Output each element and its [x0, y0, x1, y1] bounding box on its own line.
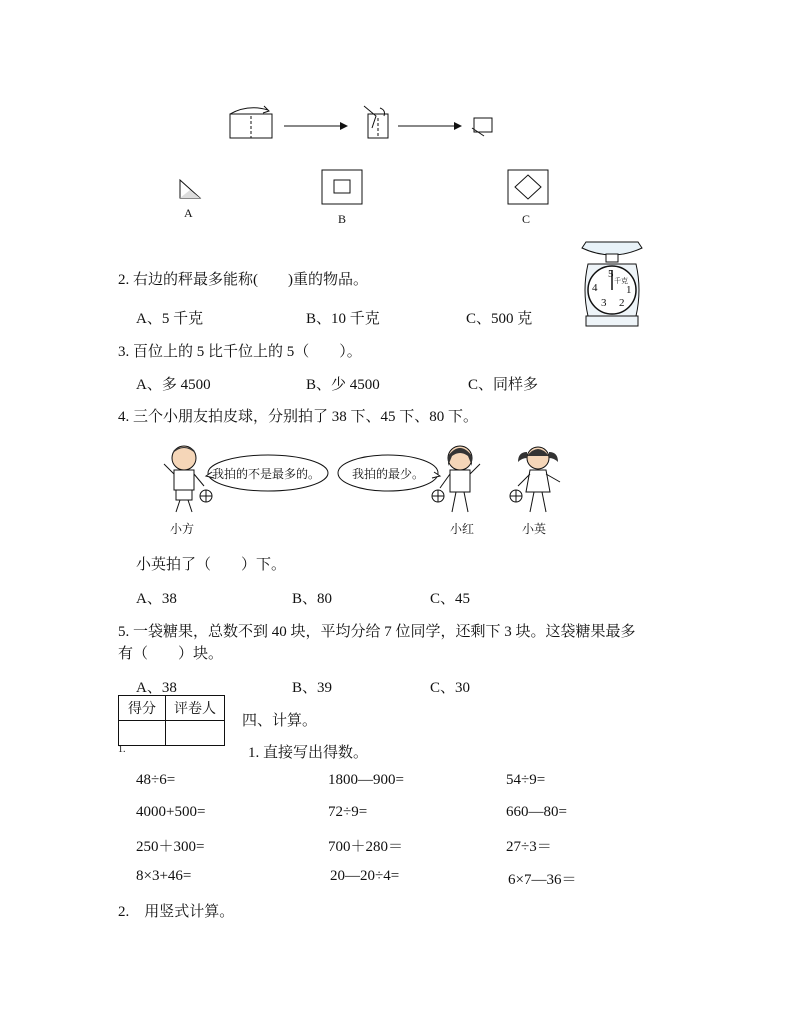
option-b-label: B [338, 212, 347, 226]
scale-mark-4: 4 [592, 282, 598, 294]
q3-option-c[interactable]: C、同样多 [468, 377, 539, 393]
question-2: 2. 右边的秤最多能称( )重的物品。 [118, 272, 368, 288]
arrow-2 [398, 120, 464, 132]
question-5-line-2: 有（ ）块。 [118, 646, 224, 662]
name-xiaofang: 小方 [170, 522, 195, 536]
q3-option-b[interactable]: B、少 4500 [306, 377, 380, 393]
calc-r3-c2: 700＋280＝ [328, 839, 404, 855]
question-4: 4. 三个小朋友拍皮球，分别拍了 38 下、45 下、80 下。 [118, 409, 479, 425]
section-4-title: 四、计算。 [242, 713, 318, 729]
bubble-1-text: 我拍的不是最多的。 [212, 467, 321, 481]
scale-mark-1: 1 [626, 284, 632, 296]
calc-r4-c3: 6×7—36＝ [508, 872, 577, 888]
option-a-label: A [184, 206, 193, 220]
fold-step-1-figure [228, 104, 276, 140]
q5-option-c[interactable]: C、30 [430, 680, 471, 696]
calc-r2-c3: 660—80= [506, 804, 567, 820]
name-xiaohong: 小红 [450, 522, 475, 536]
calc-r4-c2: 20—20÷4= [330, 868, 400, 884]
q5-option-a[interactable]: A、38 [136, 680, 177, 696]
score-header: 得分 [119, 696, 166, 721]
option-b-square [320, 168, 364, 206]
q4-option-a[interactable]: A、38 [136, 591, 177, 607]
q4-prompt: 小英拍了（ ）下。 [136, 557, 287, 573]
question-5-line-1: 5. 一袋糖果，总数不到 40 块，平均分给 7 位同学，还剩下 3 块。这袋糖果最多 [118, 624, 636, 640]
girl-xiaoying-figure [508, 444, 566, 516]
calc-r1-c3: 54÷9= [506, 772, 546, 788]
calc-r3-c1: 250＋300= [136, 839, 205, 855]
scale-mark-3: 3 [601, 297, 607, 309]
name-xiaoying: 小英 [522, 522, 547, 536]
section-4-sub-2: 2. 用竖式计算。 [118, 904, 235, 920]
grader-cell[interactable] [166, 721, 225, 746]
calc-r4-c1: 8×3+46= [136, 868, 192, 884]
q4-option-c[interactable]: C、45 [430, 591, 471, 607]
scale-mark-5: 5 [608, 268, 614, 280]
fold-step-3-figure [470, 114, 496, 138]
scale-mark-2: 2 [619, 297, 625, 309]
q2-option-c[interactable]: C、500 克 [466, 311, 533, 327]
question-3: 3. 百位上的 5 比千位上的 5（ ）。 [118, 344, 362, 360]
score-table [118, 695, 225, 746]
option-a-triangle [176, 178, 204, 202]
q5-option-b[interactable]: B、39 [292, 680, 333, 696]
calc-r1-c2: 1800—900= [328, 772, 404, 788]
kitchen-scale-image [578, 240, 646, 330]
fold-step-2-figure [362, 104, 392, 140]
q2-option-a[interactable]: A、5 千克 [136, 311, 204, 327]
grader-header: 评卷人 [166, 696, 225, 721]
scale-unit: 千克 [614, 277, 628, 285]
q2-option-b[interactable]: B、10 千克 [306, 311, 380, 327]
calc-r3-c3: 27÷3＝ [506, 839, 552, 855]
score-cell[interactable] [119, 721, 166, 746]
section-4-sub-1: 1. 直接写出得数。 [248, 745, 369, 761]
option-c-label: C [522, 212, 531, 226]
bubble-2-text: 我拍的最少。 [352, 467, 425, 481]
calc-r2-c2: 72÷9= [328, 804, 368, 820]
q3-option-a[interactable]: A、多 4500 [136, 377, 211, 393]
option-c-diamond [506, 168, 550, 206]
calc-r2-c1: 4000+500= [136, 804, 206, 820]
girl-xiaohong-figure [432, 444, 486, 516]
q4-option-b[interactable]: B、80 [292, 591, 333, 607]
stray-number: 1. [118, 744, 126, 755]
arrow-1 [284, 120, 350, 132]
calc-r1-c1: 48÷6= [136, 772, 176, 788]
